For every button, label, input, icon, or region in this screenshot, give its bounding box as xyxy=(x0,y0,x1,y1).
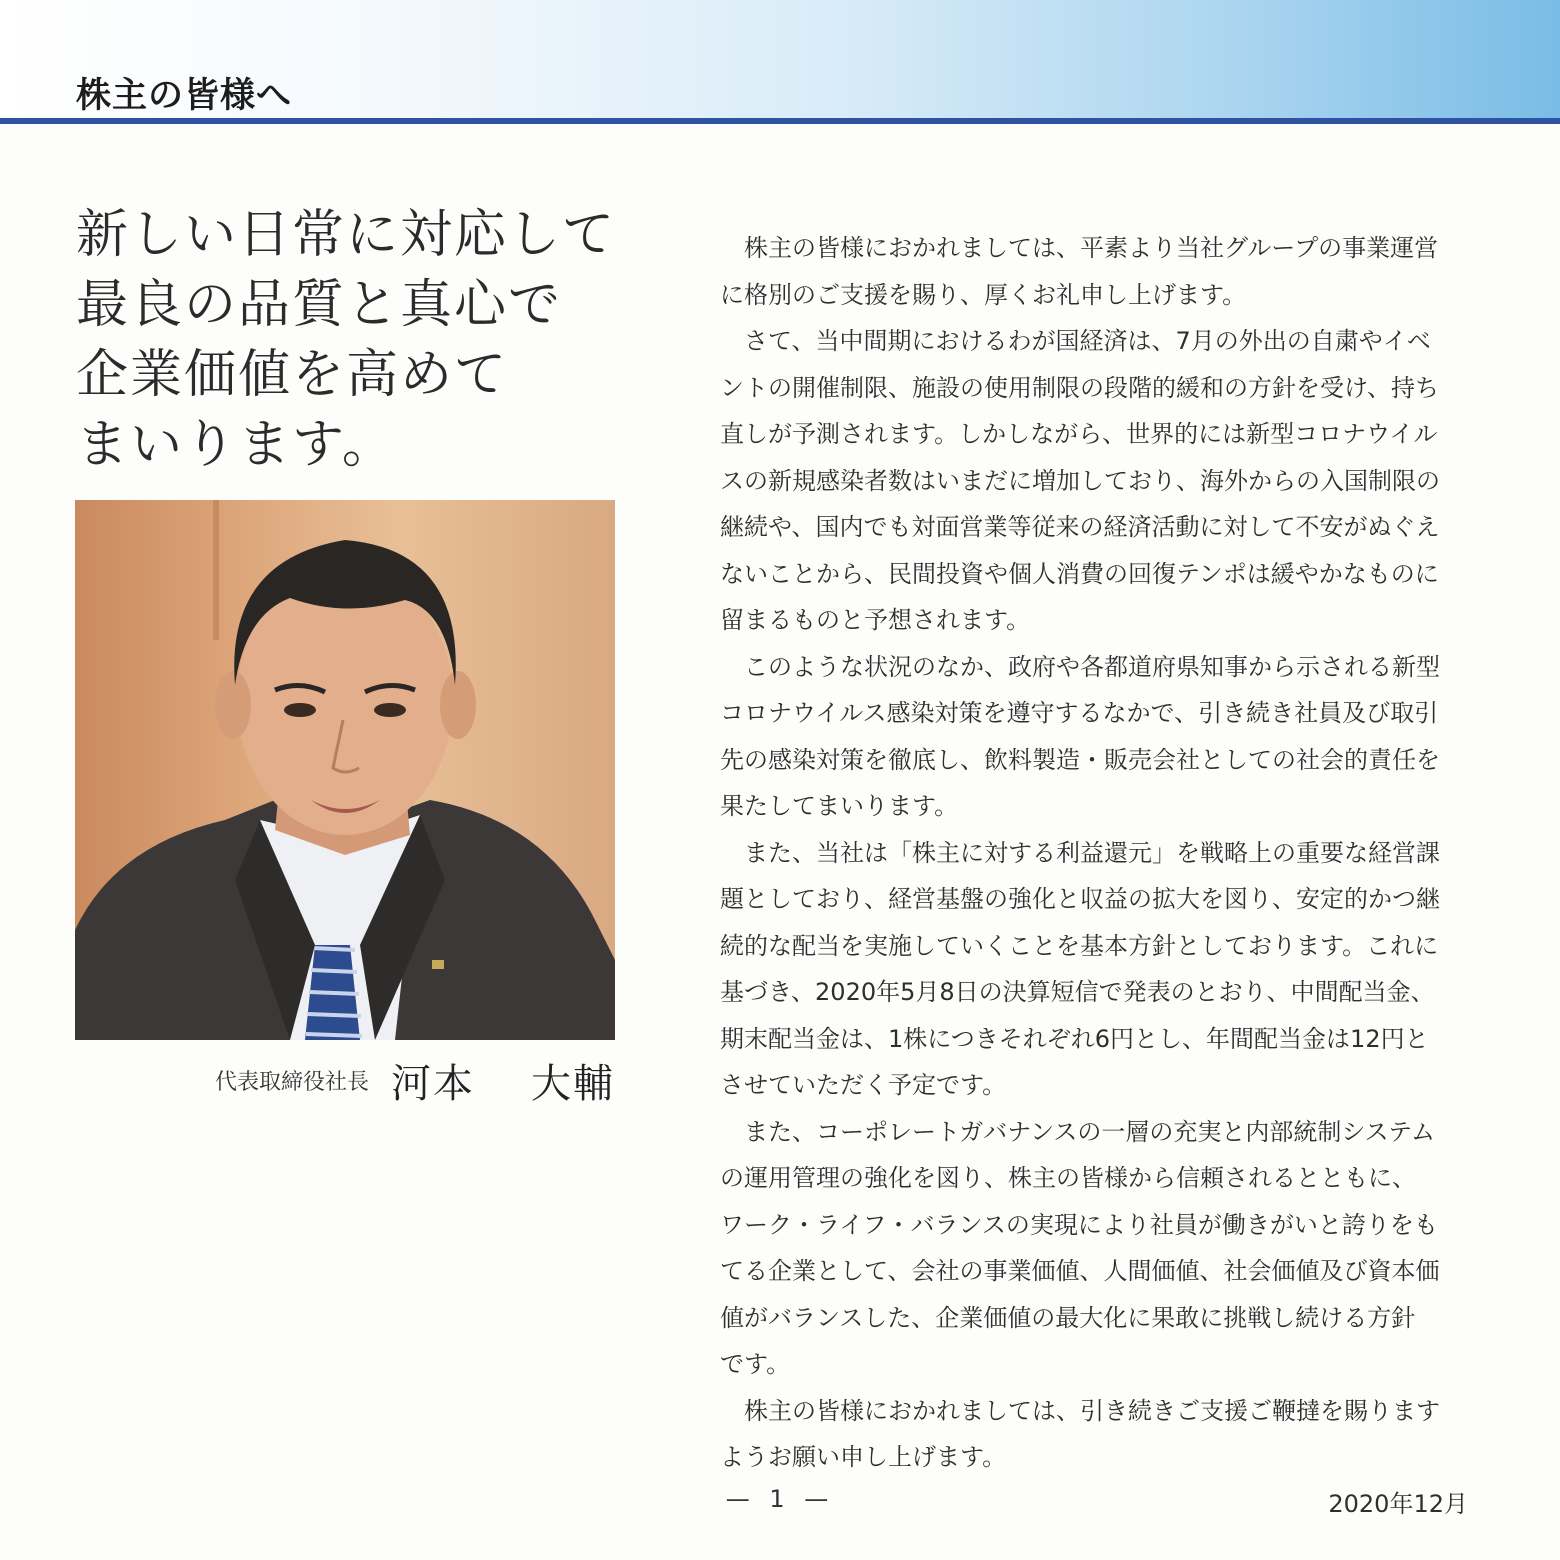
body-line: です。 xyxy=(720,1350,791,1378)
body-line: 果たしてまいります。 xyxy=(720,792,959,820)
body-line: 先の感染対策を徹底し、飲料製造・販売会社としての社会的責任を xyxy=(720,745,1440,774)
body-line: また、コーポレートガバナンスの一層の充実と内部統制システム xyxy=(720,1117,1435,1146)
body-line: スの新規感染者数はいまだに増加しており、海外からの入国制限の xyxy=(720,466,1440,495)
headline-line: 企業価値を高めて xyxy=(76,345,509,405)
body-line: また、当社は「株主に対する利益還元」を戦略上の重要な経営課 xyxy=(720,838,1440,867)
body-line: ワーク・ライフ・バランスの実現により社員が働きがいと誇りをも xyxy=(720,1210,1438,1239)
body-line: させていただく予定です。 xyxy=(720,1071,1007,1099)
page-number: — 1 — xyxy=(725,1485,835,1513)
body-line: このような状況のなか、政府や各都道府県知事から示される新型 xyxy=(720,652,1440,681)
headline-line: 最良の品質と真心で xyxy=(76,275,563,335)
body-line: 基づき、2020年5月8日の決算短信で発表のとおり、中間配当金、 xyxy=(720,978,1435,1006)
president-given-name: 大輔 xyxy=(531,1061,615,1107)
body-line: 題としており、経営基盤の強化と収益の拡大を図り、安定的かつ継 xyxy=(720,885,1440,913)
header-band xyxy=(0,0,1560,122)
body-line: コロナウイルス感染対策を遵守するなかで、引き続き社員及び取引 xyxy=(720,699,1439,727)
president-name xyxy=(391,1061,615,1107)
headline-line: 新しい日常に対応して xyxy=(76,205,617,265)
message-date: 2020年12月 xyxy=(1328,1489,1468,1518)
president-caption xyxy=(75,1052,615,1109)
portrait-illustration xyxy=(75,500,615,1040)
headline-line: まいります。 xyxy=(76,415,396,475)
body-line: 株主の皆様におかれましては、引き続きご支援ご鞭撻を賜ります xyxy=(720,1396,1440,1425)
body-line: てる企業として、会社の事業価値、人間価値、社会価値及び資本価 xyxy=(720,1257,1440,1285)
headline xyxy=(76,200,636,480)
body-line: ントの開催制限、施設の使用制限の段階的緩和の方針を受け、持ち xyxy=(720,373,1440,402)
body-line: 継続や、国内でも対面営業等従来の経済活動に対して不安がぬぐえ xyxy=(720,513,1440,541)
message-body xyxy=(720,225,1480,1527)
header-divider xyxy=(0,118,1560,124)
president-title: 代表取締役社長 xyxy=(214,1070,369,1095)
body-line: ないことから、民間投資や個人消費の回復テンポは緩やかなものに xyxy=(720,559,1439,588)
body-line: 続的な配当を実施していくことを基本方針としております。これに xyxy=(720,931,1439,960)
body-line: さて、当中間期におけるわが国経済は、7月の外出の自粛やイベ xyxy=(720,327,1431,355)
body-line: 期末配当金は、1株につきそれぞれ6円とし、年間配当金は12円と xyxy=(720,1024,1429,1053)
body-line: に格別のご支援を賜り、厚くお礼申し上げます。 xyxy=(720,280,1247,309)
page-title: 株主の皆様へ xyxy=(76,76,293,116)
body-line: 留まるものと予想されます。 xyxy=(720,606,1031,634)
body-line: 株主の皆様におかれましては、平素より当社グループの事業運営 xyxy=(720,234,1439,262)
body-line: ようお願い申し上げます。 xyxy=(720,1443,1007,1471)
president-family-name: 河本 xyxy=(391,1061,475,1107)
president-portrait xyxy=(75,500,615,1040)
body-line: 値がバランスした、企業価値の最大化に果敢に挑戦し続ける方針 xyxy=(720,1303,1416,1332)
body-line: の運用管理の強化を図り、株主の皆様から信頼されるとともに、 xyxy=(720,1164,1416,1192)
body-line: 直しが予測されます。しかしながら、世界的には新型コロナウイル xyxy=(720,420,1438,448)
